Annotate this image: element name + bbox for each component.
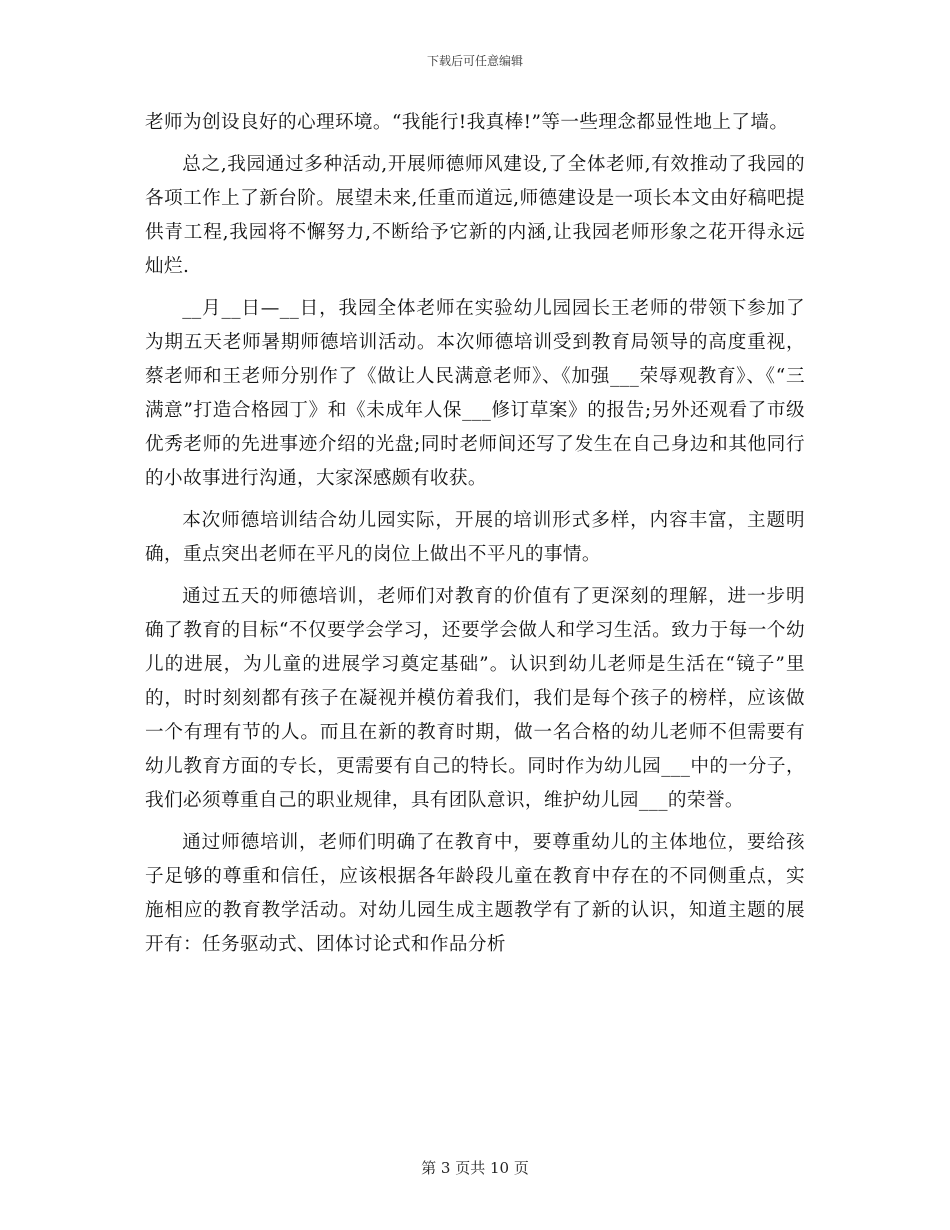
paragraph-3: __月__日—__日，我园全体老师在实验幼儿园园长王老师的带领下参加了为期五天老师暑期师德培训活动。本次师德培训受到教育局领导的高度重视，蔡老师和王老师分别作了《做让人民满意老师》、《加强___荣辱观教育》、《“三满意”打造合格园丁》和《未成年人保___修订草案》的报告;另外还观看了市级优秀老师的先进事迹介绍的光盘;同时老师间还写了发生在自己身边和其他同行的小故事进行沟通，大家深感颇有收获。 (145, 298, 805, 489)
document-body (145, 106, 805, 970)
paragraph-1: 老师为创设良好的心理环境。“我能行!我真棒!”等一些理念都显性地上了墙。 (145, 112, 789, 133)
page-number: 第 3 页共 10 页 (421, 1159, 529, 1177)
paragraph-5: 通过五天的师德培训，老师们对教育的价值有了更深刻的理解，进一步明确了教育的目标“不仅要学会学习，还要学会做人和学习生活。致力于每一个幼儿的进展，为儿童的进展学习奠定基础”。认识到幼儿老师是生活在“镜子”里的，时时刻刻都有孩子在凝视并模仿着我们，我们是每个孩子的榜样，应该做一个有理有节的人。而且在新的教育时期，做一名合格的幼儿老师不但需要有幼儿教育方面的专长，更需要有自己的特长。同时作为幼儿园___中的一分子，我们必须尊重自己的职业规律，具有团队意识，维护幼儿园___的荣誉。 (145, 586, 805, 811)
paragraph-6: 通过师德培训，老师们明确了在教育中，要尊重幼儿的主体地位，要给孩子足够的尊重和信任，应该根据各年龄段儿童在教育中存在的不同侧重点，实施相应的教育教学活动。对幼儿园生成主题教学有了新的认识，知道主题的展开有：任务驱动式、团体讨论式和作品分析 (145, 832, 805, 955)
page-header: 下载后可任意编辑 (426, 54, 523, 68)
paragraph-2: 总之,我园通过多种活动,开展师德师风建设,了全体老师,有效推动了我园的各项工作上了新台阶。展望未来,任重而道远,师德建设是一项长本文由好稿吧提供青工程,我园将不懈努力,不断给予它新的内涵,让我园老师形象之花开得永远灿烂. (145, 154, 805, 277)
paragraph-4: 本次师德培训结合幼儿园实际，开展的培训形式多样，内容丰富，主题明确，重点突出老师在平凡的岗位上做出不平凡的事情。 (145, 510, 805, 565)
